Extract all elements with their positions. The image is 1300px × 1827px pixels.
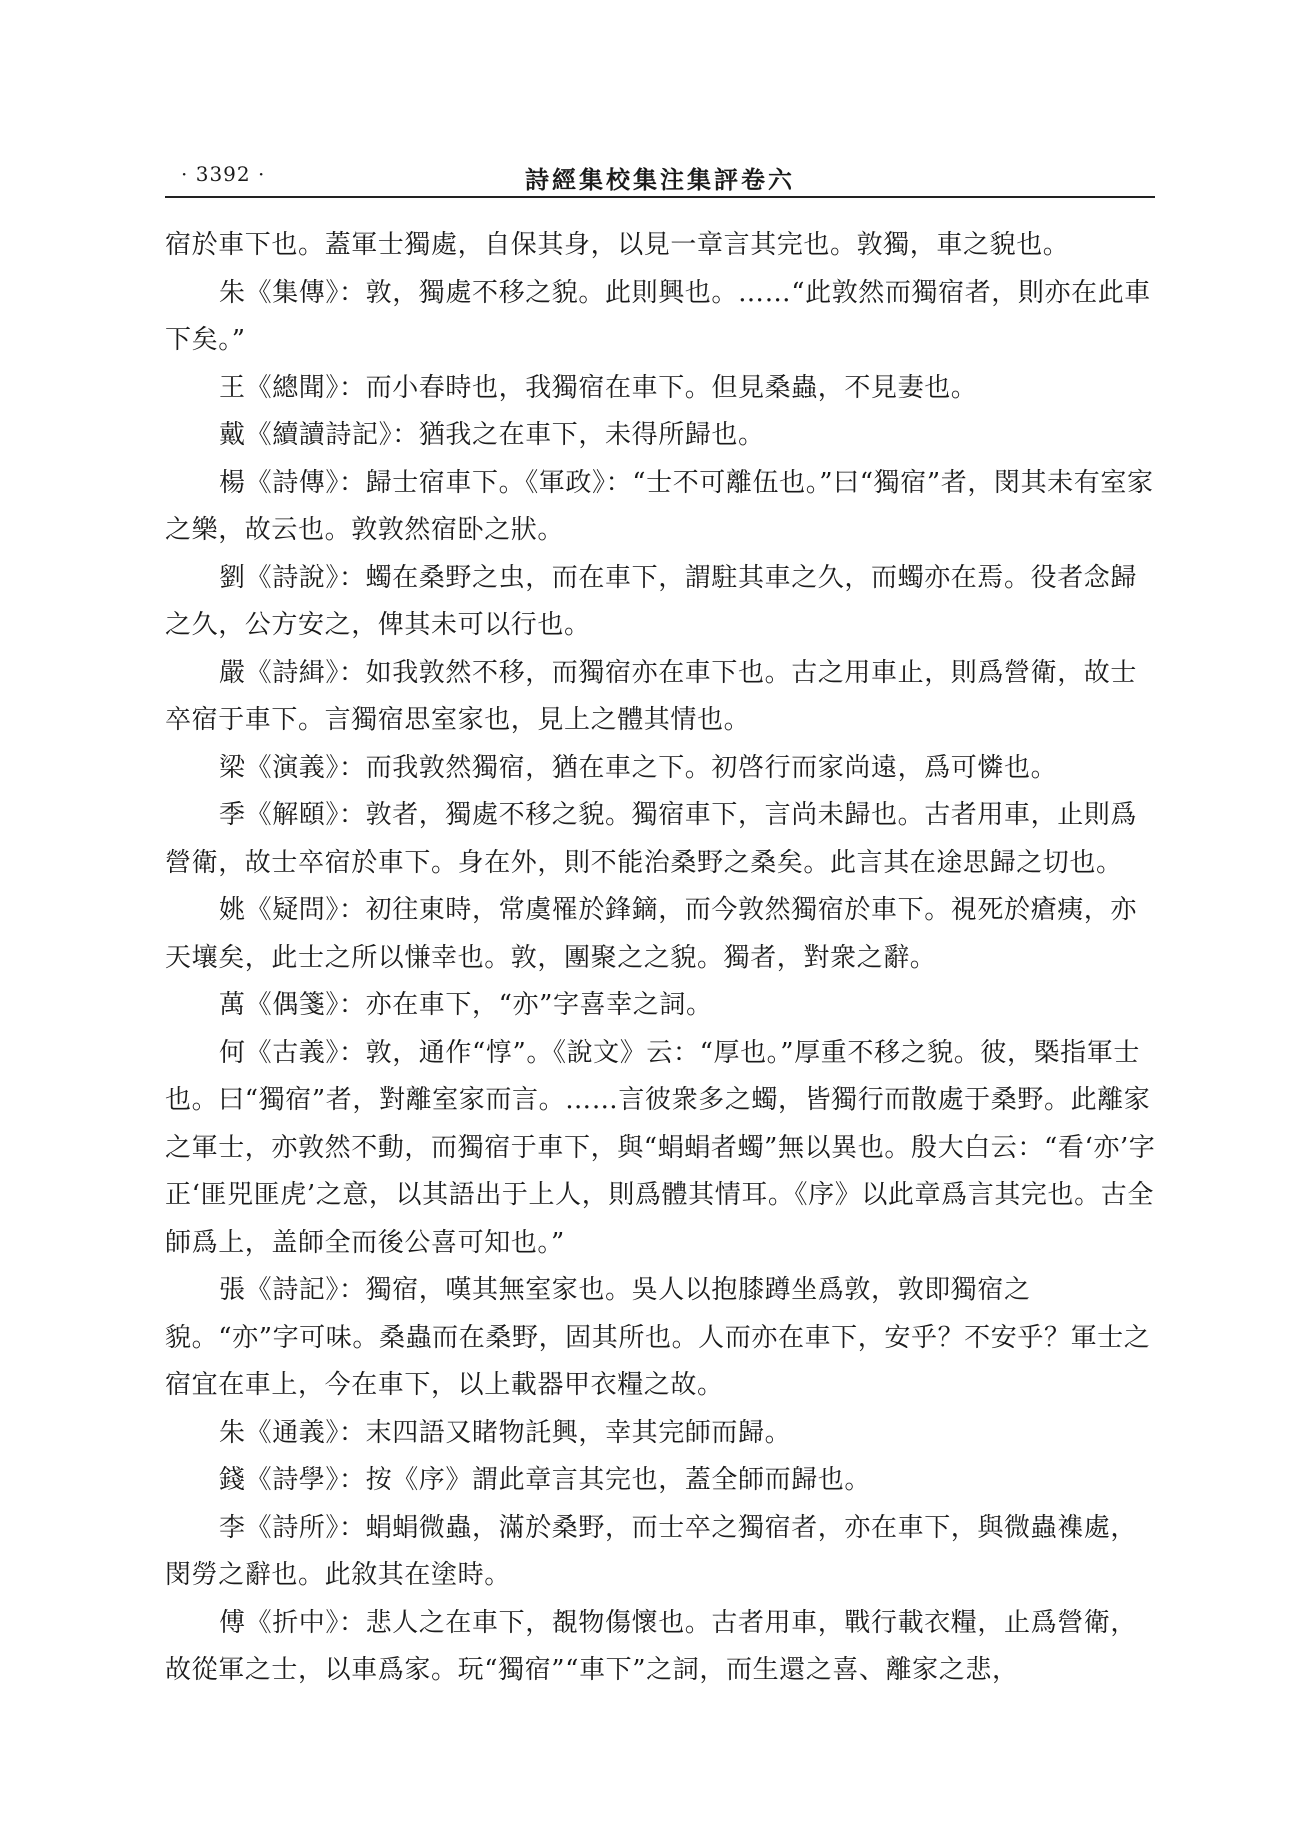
paragraph: 劉《詩說》：蠋在桑野之虫，而在車下，謂駐其車之久，而蠋亦在焉。役者念歸之久，公方安之，俾其未可以行也。 <box>165 562 1138 640</box>
paragraph: 戴《續讀詩記》：猶我之在車下，未得所歸也。 <box>219 420 765 450</box>
page-number: · 3392 · <box>181 162 266 186</box>
paragraph: 季《解頤》：敦者，獨處不移之貌。獨宿車下，言尚未歸也。古者用車，止則爲營衛，故士卒宿於車下。身在外，則不能治桑野之桑矣。此言其在途思歸之切也。 <box>165 800 1138 878</box>
paragraph: 張《詩記》：獨宿，嘆其無室家也。吳人以抱膝蹲坐爲敦，敦即獨宿之貌。“亦”字可味。桑蟲而在桑野，固其所也。人而亦在車下，安乎？不安乎？軍士之宿宜在車上，今在車下，以上載器甲衣糧之故。 <box>165 1275 1151 1400</box>
paragraph: 楊《詩傳》：歸士宿車下。《軍政》：“士不可離伍也。”曰“獨宿”者，閔其未有室家之樂，故云也。敦敦然宿卧之狀。 <box>165 467 1154 545</box>
paragraph: 嚴《詩緝》：如我敦然不移，而獨宿亦在車下也。古之用車止，則爲營衛，故士卒宿于車下。言獨宿思室家也，見上之體其情也。 <box>165 657 1138 735</box>
paragraph: 王《總聞》：而小春時也，我獨宿在車下。但見桑蟲，不見妻也。 <box>219 372 978 403</box>
page-header <box>165 150 1155 194</box>
body-text <box>165 222 1160 1695</box>
paragraph: 萬《偶箋》：亦在車下，“亦”字喜幸之詞。 <box>219 990 713 1020</box>
paragraph: 李《詩所》：蜎蜎微蟲，滿於桑野，而士卒之獨宿者，亦在車下，與微蟲襍處，閔勞之辭也。此敘其在塗時。 <box>165 1512 1138 1590</box>
paragraph: 何《古義》：敦，通作“惇”。《說文》云：“厚也。”厚重不移之貌。彼，槩指軍士也。曰“獨宿”者，對離室家而言。……言彼衆多之蠋，皆獨行而散處于桑野。此離家之軍士，亦敦然不動，而獨宿于車下，與“蜎蜎者蠋”無以異也。殷大白云：“看‘亦’字正‘匪兕匪虎’之意，以其語出于上人，則爲體其情耳。《序》以此章爲言其完也。古全師爲上，盖師全而後公喜可知也。” <box>165 1037 1156 1258</box>
paragraph: 朱《集傳》：敦，獨處不移之貌。此則興也。……“此敦然而獨宿者，則亦在此車下矣。” <box>165 277 1151 355</box>
paragraph: 傅《折中》：悲人之在車下，覩物傷懷也。古者用車，戰行載衣糧，止爲營衛，故從軍之士，以車爲家。玩“獨宿”“車下”之詞，而生還之喜、離家之悲， <box>165 1607 1138 1685</box>
running-title: 詩經集校集注集評卷六 <box>525 165 795 194</box>
paragraph: 朱《通義》：末四語又睹物託興，幸其完師而歸。 <box>219 1417 792 1448</box>
paragraph: 梁《演義》：而我敦然獨宿，猶在車之下。初啓行而家尚遠，爲可憐也。 <box>219 752 1058 783</box>
paragraph: 宿於車下也。蓋軍士獨處，自保其身，以見一章言其完也。敦獨，車之貌也。 <box>165 230 1070 260</box>
paragraph: 錢《詩學》：按《序》謂此章言其完也，蓋全師而歸也。 <box>219 1465 872 1495</box>
header-rule <box>165 196 1155 198</box>
paragraph: 姚《疑問》：初往東時，常虞罹於鋒鏑，而今敦然獨宿於車下。視死於瘡痍，亦天壤矣，此士之所以慊幸也。敦，團聚之之貌。獨者，對衆之辭。 <box>165 895 1138 973</box>
